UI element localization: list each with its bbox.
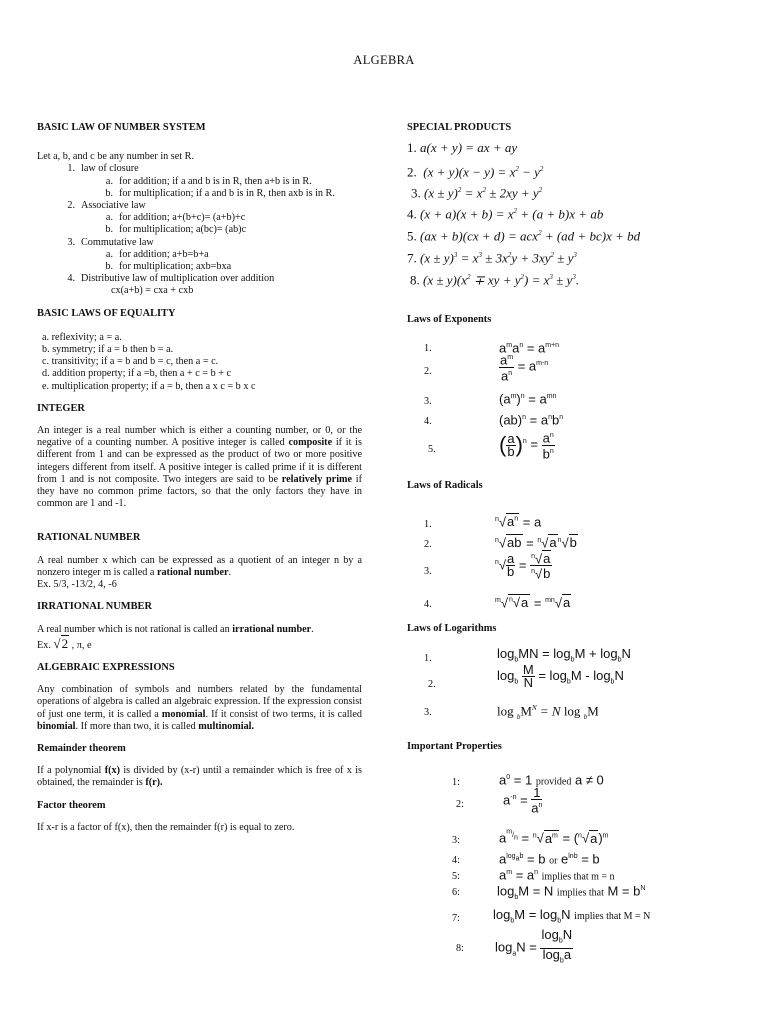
equality-item: a. reflexivity; a = a. [42, 331, 122, 343]
important-properties: 1: $a^0 = 1$ provided a ≠ 0 2: $a^{-n}$ = $\frac{1}{a^n}$ 3: $a^{^m/_n} = ^n√a^m = (^n√a)^m$ 4: $a^{log_ab} = b$ or $e^{lnb} = b$ 5: $a^m = a^n$ implies that m = n 6: $\log_bM = N$ implies that $M = b^N$ 7: $\log_bM = \log_bN$ implies that M = N 8: $\log_aN$ = $\frac{\log_bN}{\log_ba}$ [407, 753, 737, 963]
logarithm-law: $\log_b$ $\frac{M}{N}$ = $\log_bM - \log_bN$ [497, 661, 624, 691]
special-product: 3. $(x \pm y)^2 = x^2 \pm 2xy + y^2$ [411, 185, 543, 201]
property: $a^m = a^n$ implies that m = n [499, 867, 615, 883]
radical-law: $^n√ab = ^n√a^n√b$ [495, 534, 577, 550]
equality-item: c. transitivity; if a = b and b = c, then a = c. [42, 356, 219, 368]
exponent-law: $(ab)^n = a^nb^n$ [499, 412, 564, 428]
special-product: 1. a(x + y) = ax + ay [407, 140, 518, 156]
remainder-paragraph: If a polynomial f(x) is divided by (x-r) until a remainder which is free of x is obtained, the remainder is f(r). [37, 765, 362, 789]
heading-remainder-theorem: Remainder theorem [37, 742, 126, 754]
property: $a^{log_ab} = b$ or $e^{lnb} = b$ [499, 851, 600, 867]
law-subitem: a. for addition; if a and b is in R, then a+b is in R. [105, 175, 312, 187]
rational-paragraph: A real number x which can be expressed as a quotient of an integer n by a nonzero integer m is called a rational number. [37, 554, 362, 578]
law-subitem: b. for multiplication; if a and b is in R, then axb is in R. [105, 187, 335, 199]
exponent-laws: 1. $a^ma^n = a^{m+n}$ 2. $\frac{a^m}{a^n}$ = $a^{m-n}$ 3. $(a^m)^n = a^{mn}$ 4. $(ab)^n = a^nb^n$ 5. ( $\frac{a}{b}$ )$^n$ = $\frac{a^n}{b^n}$ [424, 340, 564, 462]
page-title: ALGEBRA [353, 53, 415, 67]
right-column [407, 122, 737, 963]
heading-algebraic-expressions: ALGEBRAIC EXPRESSIONS [37, 661, 175, 673]
irrational-paragraph: A real number which is not rational is called an irrational number. [37, 623, 314, 635]
property: $a^{-n}$ = $\frac{1}{a^n}$ [503, 785, 543, 816]
left-column [37, 122, 362, 834]
special-product: 4. $(x + a)(x + b) = x^2 + (a + b)x$ + ab [407, 206, 604, 222]
exponent-law: $\frac{a^m}{a^n}$ = $a^{m-n}$ [500, 352, 549, 384]
logarithm-laws: 1. $\log_bMN = \log_bM + \log_bN$ 2. $\log_b$ $\frac{M}{N}$ = $\log_bM - \log_bN$ 3. $\log _bM^N = N$ log $_b$M [407, 635, 737, 725]
radical-laws: 1. $^n√a^n = a$ 2. $^n√ab = ^n√a^n√b$ 3. $^n$√ $\frac{a}{b}$ = $\frac{^n√a}{^n√b}$ 4. $^m$√$^n$√a = $^{mn}$√a [424, 513, 577, 610]
special-products-list [407, 140, 737, 310]
rational-example: Ex. 5/3, -13/2, 4, -6 [37, 579, 117, 591]
law-subitem: a. for addition; a+b=b+a [105, 248, 209, 260]
integer-paragraph: An integer is a real number which is either a counting number, or 0, or the negative of a counting number. A positive integer is called composite if it is different from 1 and can be expressed as the product of two or more positive integers different from itself. A positive integer is called prime if it is different from 1 and is not composite. Two integers are said to be relatively prime if they have no common prime factors, so that the only factors they have in common are 1 and -1. [37, 425, 362, 510]
law-subitem: b. for multiplication; a(bc)= (ab)c [105, 224, 247, 236]
heading-laws-of-exponents: Laws of Exponents [407, 314, 492, 326]
exponent-law: ( $\frac{a}{b}$ )$^n$ = $\frac{a^n}{b^n}$ [499, 430, 554, 462]
special-product: 7. $(x \pm y)^3 = x^3 \pm 3x^2y + 3xy^2 \pm y^3$ [407, 250, 577, 266]
equality-item: e. multiplication property; if a = b, then a x c = b x c [42, 380, 256, 392]
law-item: 2. Associative law [67, 200, 146, 212]
equality-item: d. addition property; if a =b, then a + c = b + c [42, 368, 232, 380]
heading-basic-law: BASIC LAW OF NUMBER SYSTEM [37, 122, 206, 133]
heading-special-products: SPECIAL PRODUCTS [407, 122, 512, 133]
special-product: 5. (ax + b)(cx + d) = acx$^2$ + (ad + bc)x + bd [407, 228, 641, 244]
distributive-formula: cx(a+b) = cxa + cxb [111, 285, 194, 297]
law-subitem: b. for multiplication; axb=bxa [105, 261, 232, 273]
equality-item: b. symmetry; if a = b then b = a. [42, 344, 174, 356]
logarithm-law: $\log _bM^N = N$ log $_b$M [497, 703, 599, 721]
heading-important-properties: Important Properties [407, 740, 502, 752]
factor-paragraph: If x-r is a factor of f(x), then the remainder f(r) is equal to zero. [37, 821, 295, 833]
law-item: 1. law of closure [67, 163, 139, 175]
radical-law: $^m$√$^n$√a = $^{mn}$√a [495, 594, 571, 610]
heading-factor-theorem: Factor theorem [37, 799, 106, 811]
property: $\log_aN$ = $\frac{\log_bN}{\log_ba}$ [495, 927, 573, 965]
property: $\log_bM = N$ implies that $M = b^N$ [497, 883, 646, 901]
intro-text: Let a, b, and c be any number in set R. [37, 151, 195, 163]
exponent-law: $a^ma^n = a^{m+n}$ [499, 340, 560, 356]
law-item: 3. Commutative law [67, 236, 154, 248]
heading-laws-of-radicals: Laws of Radicals [407, 480, 483, 492]
algebraic-paragraph: Any combination of symbols and numbers related by the fundamental operations of algebra is called an algebraic expression. If the expression consist of just one term, it is called a monomial. If it consist of two terms, it is called binomial. If more than two, it is called multinomial. [37, 684, 363, 732]
radical-law: $^n$√ $\frac{a}{b}$ = $\frac{^n√a}{^n√b}$ [495, 550, 551, 582]
law-item: 4. Distributive law of multiplication over addition [67, 273, 275, 285]
special-product: 8. $(x \pm y)(x^2$ ∓ xy + $y^2) = x^3 \pm y^3$. [410, 272, 580, 288]
heading-equality: BASIC LAWS OF EQUALITY [37, 307, 176, 319]
heading-integer: INTEGER [37, 402, 85, 414]
logarithm-law: $\log_bMN = \log_bM + \log_bN$ [497, 645, 631, 664]
special-product: 2. $(x + y)(x - y) = x^2 - y^2$ [407, 164, 544, 180]
exponent-law: $(a^m)^n = a^{mn}$ [499, 391, 557, 407]
property: $\log_bM = \log_bN$ implies that M = N [493, 907, 651, 925]
irrational-example: Ex. √2 , π, e [37, 635, 92, 651]
heading-rational: RATIONAL NUMBER [37, 532, 141, 544]
property: $a^{^m/_n} = ^n√a^m = (^n√a)^m$ [499, 829, 609, 846]
property: $a^0 = 1$ provided a ≠ 0 [499, 772, 604, 788]
radical-law: $^n√a^n = a$ [495, 513, 542, 529]
heading-laws-of-logarithms: Laws of Logarithms [407, 622, 497, 634]
heading-irrational: IRRATIONAL NUMBER [37, 601, 152, 613]
law-subitem: a. for addition; a+(b+c)= (a+b)+c [105, 212, 246, 224]
